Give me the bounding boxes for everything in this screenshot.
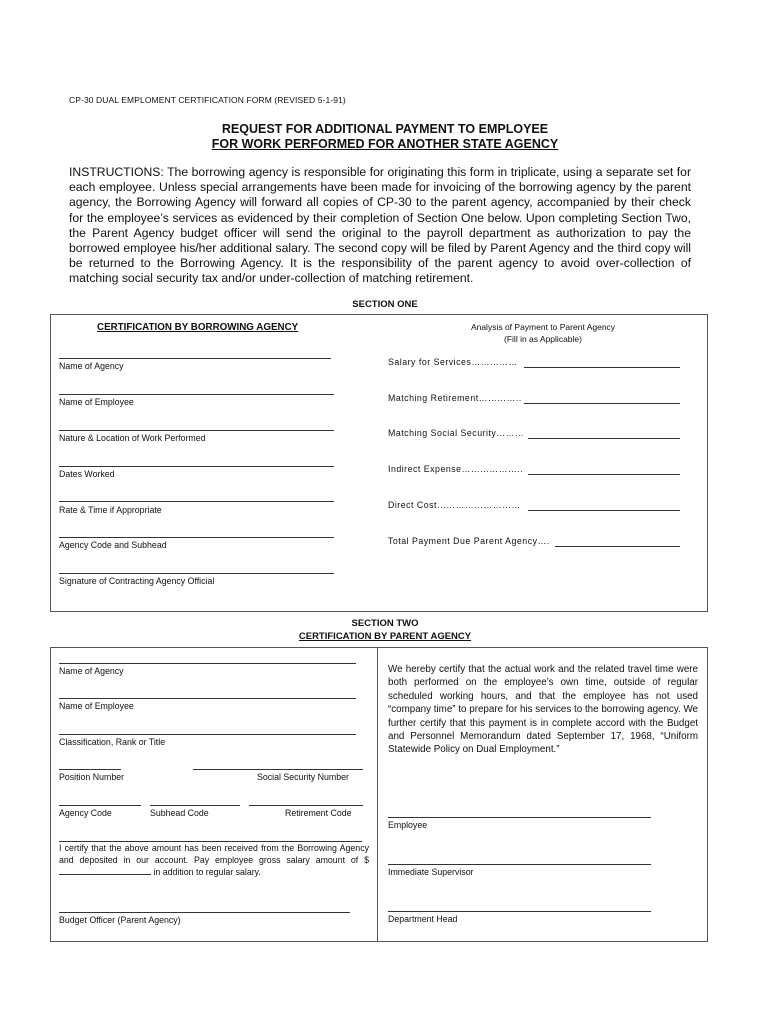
borrowing-agency-heading: CERTIFICATION BY BORROWING AGENCY bbox=[97, 322, 299, 333]
matching-retirement-line[interactable] bbox=[524, 403, 680, 404]
work-nature-line[interactable] bbox=[59, 430, 334, 431]
signature-line[interactable] bbox=[59, 573, 334, 574]
budget-officer-line[interactable] bbox=[59, 912, 350, 913]
payment-analysis-note: (Fill in as Applicable) bbox=[504, 334, 582, 344]
parent-agency-line[interactable] bbox=[59, 663, 356, 664]
indirect-expense-label: Indirect Expense……………….. bbox=[388, 464, 524, 474]
indirect-expense-line[interactable] bbox=[528, 474, 680, 475]
instructions-paragraph: INSTRUCTIONS: The borrowing agency is responsible for originating this form in triplicate, using a separate set for each employee. Unless special arrangements have been made for invoicing of the borrowing agency by the parent agency, the Borrowing Agency will forward all copies of CP-30 to the parent agency, accompanied by their check for the employee’s services as evidenced by their completion of Section One below. Upon completing Section Two, the Parent Agency budget officer will send the original to the payroll department as authorization to pay the borrowed employee his/her additional salary. The second copy will be filed by Parent Agency and the third copy will be returned to the Borrowing Agency. It is the responsibility of the parent agency to avoid over-collection of matching social security tax and/or under-collection of matching retirement. bbox=[69, 165, 691, 286]
employee-signature-label: Employee bbox=[388, 820, 428, 830]
retirement-code-line[interactable] bbox=[249, 805, 363, 806]
section-two-title: SECTION TWO bbox=[351, 618, 419, 629]
work-nature-label: Nature & Location of Work Performed bbox=[59, 433, 206, 443]
payment-analysis-title: Analysis of Payment to Parent Agency bbox=[470, 322, 616, 332]
salary-line[interactable] bbox=[524, 367, 680, 368]
position-number-line[interactable] bbox=[59, 769, 121, 770]
agency-code-two-label: Agency Code bbox=[59, 808, 112, 818]
classification-line[interactable] bbox=[59, 734, 356, 735]
parent-agency-label: Name of Agency bbox=[59, 666, 124, 676]
agency-code-line[interactable] bbox=[59, 537, 334, 538]
section-two-divider bbox=[377, 647, 378, 942]
employee-signature-line[interactable] bbox=[388, 817, 651, 818]
retirement-code-label: Retirement Code bbox=[285, 808, 352, 818]
position-number-label: Position Number bbox=[59, 772, 125, 782]
agency-code-two-line[interactable] bbox=[59, 805, 141, 806]
receipt-line[interactable] bbox=[59, 841, 362, 842]
total-payment-label: Total Payment Due Parent Agency…. bbox=[388, 536, 550, 546]
subhead-code-label: Subhead Code bbox=[150, 808, 209, 818]
employee-name-line[interactable] bbox=[59, 394, 334, 395]
department-head-signature-line[interactable] bbox=[388, 911, 651, 912]
classification-label: Classification, Rank or Title bbox=[59, 737, 166, 747]
form-title: REQUEST FOR ADDITIONAL PAYMENT TO EMPLOYEE bbox=[221, 122, 549, 136]
ssn-line[interactable] bbox=[193, 769, 363, 770]
parent-employee-line[interactable] bbox=[59, 698, 356, 699]
dual-employment-certification: We hereby certify that the actual work and the related travel time were both performed on the employee’s own time, outside of regular scheduled working hours, and that the employee has not used “company time” to prepare for his services to the borrowing agency. We further certify that this payment is in complete accord with the Budget and Personnel Memorandum dated September 17, 1968, “Uniform Statewide Policy on Dual Employment.” bbox=[388, 664, 698, 756]
matching-retirement-label: Matching Retirement………….. bbox=[388, 393, 522, 403]
rate-time-line[interactable] bbox=[59, 501, 334, 502]
direct-cost-line[interactable] bbox=[528, 510, 680, 511]
matching-ss-line[interactable] bbox=[528, 438, 680, 439]
total-payment-line[interactable] bbox=[555, 546, 680, 547]
employee-name-label: Name of Employee bbox=[59, 397, 134, 407]
supervisor-signature-line[interactable] bbox=[388, 864, 651, 865]
agency-name-label: Name of Agency bbox=[59, 361, 124, 371]
rate-time-label: Rate & Time if Appropriate bbox=[59, 505, 162, 515]
agency-code-label: Agency Code and Subhead bbox=[59, 540, 167, 550]
receipt-text-a: I certify that the above amount has been received from the Borrowing Agency and deposited in our account. Pay employee gross salary amount of $ bbox=[59, 843, 369, 865]
department-head-label: Department Head bbox=[388, 914, 458, 924]
section-two-subtitle: CERTIFICATION BY PARENT AGENCY bbox=[298, 631, 472, 642]
receipt-certification bbox=[59, 843, 369, 879]
agency-name-line[interactable] bbox=[59, 358, 331, 359]
supervisor-signature-label: Immediate Supervisor bbox=[388, 867, 474, 877]
section-one-title: SECTION ONE bbox=[352, 299, 418, 310]
parent-employee-label: Name of Employee bbox=[59, 701, 134, 711]
form-subtitle: FOR WORK PERFORMED FOR ANOTHER STATE AGENCY bbox=[211, 137, 559, 151]
receipt-text-b: in addition to regular salary. bbox=[151, 867, 261, 878]
payment-analysis-heading bbox=[388, 321, 698, 345]
direct-cost-label: Direct Cost……………………… bbox=[388, 500, 521, 510]
subhead-code-line[interactable] bbox=[150, 805, 240, 806]
salary-label: Salary for Services…………… bbox=[388, 357, 518, 367]
dates-worked-label: Dates Worked bbox=[59, 469, 115, 479]
matching-ss-label: Matching Social Security……… bbox=[388, 428, 525, 438]
ssn-label: Social Security Number bbox=[257, 772, 349, 782]
budget-officer-label: Budget Officer (Parent Agency) bbox=[59, 915, 181, 925]
signature-label: Signature of Contracting Agency Official bbox=[59, 576, 215, 586]
gross-salary-amount-field[interactable] bbox=[59, 866, 151, 875]
dates-worked-line[interactable] bbox=[59, 466, 334, 467]
form-id: CP-30 DUAL EMPLOMENT CERTIFICATION FORM (REVISED 5-1-91) bbox=[69, 95, 346, 105]
